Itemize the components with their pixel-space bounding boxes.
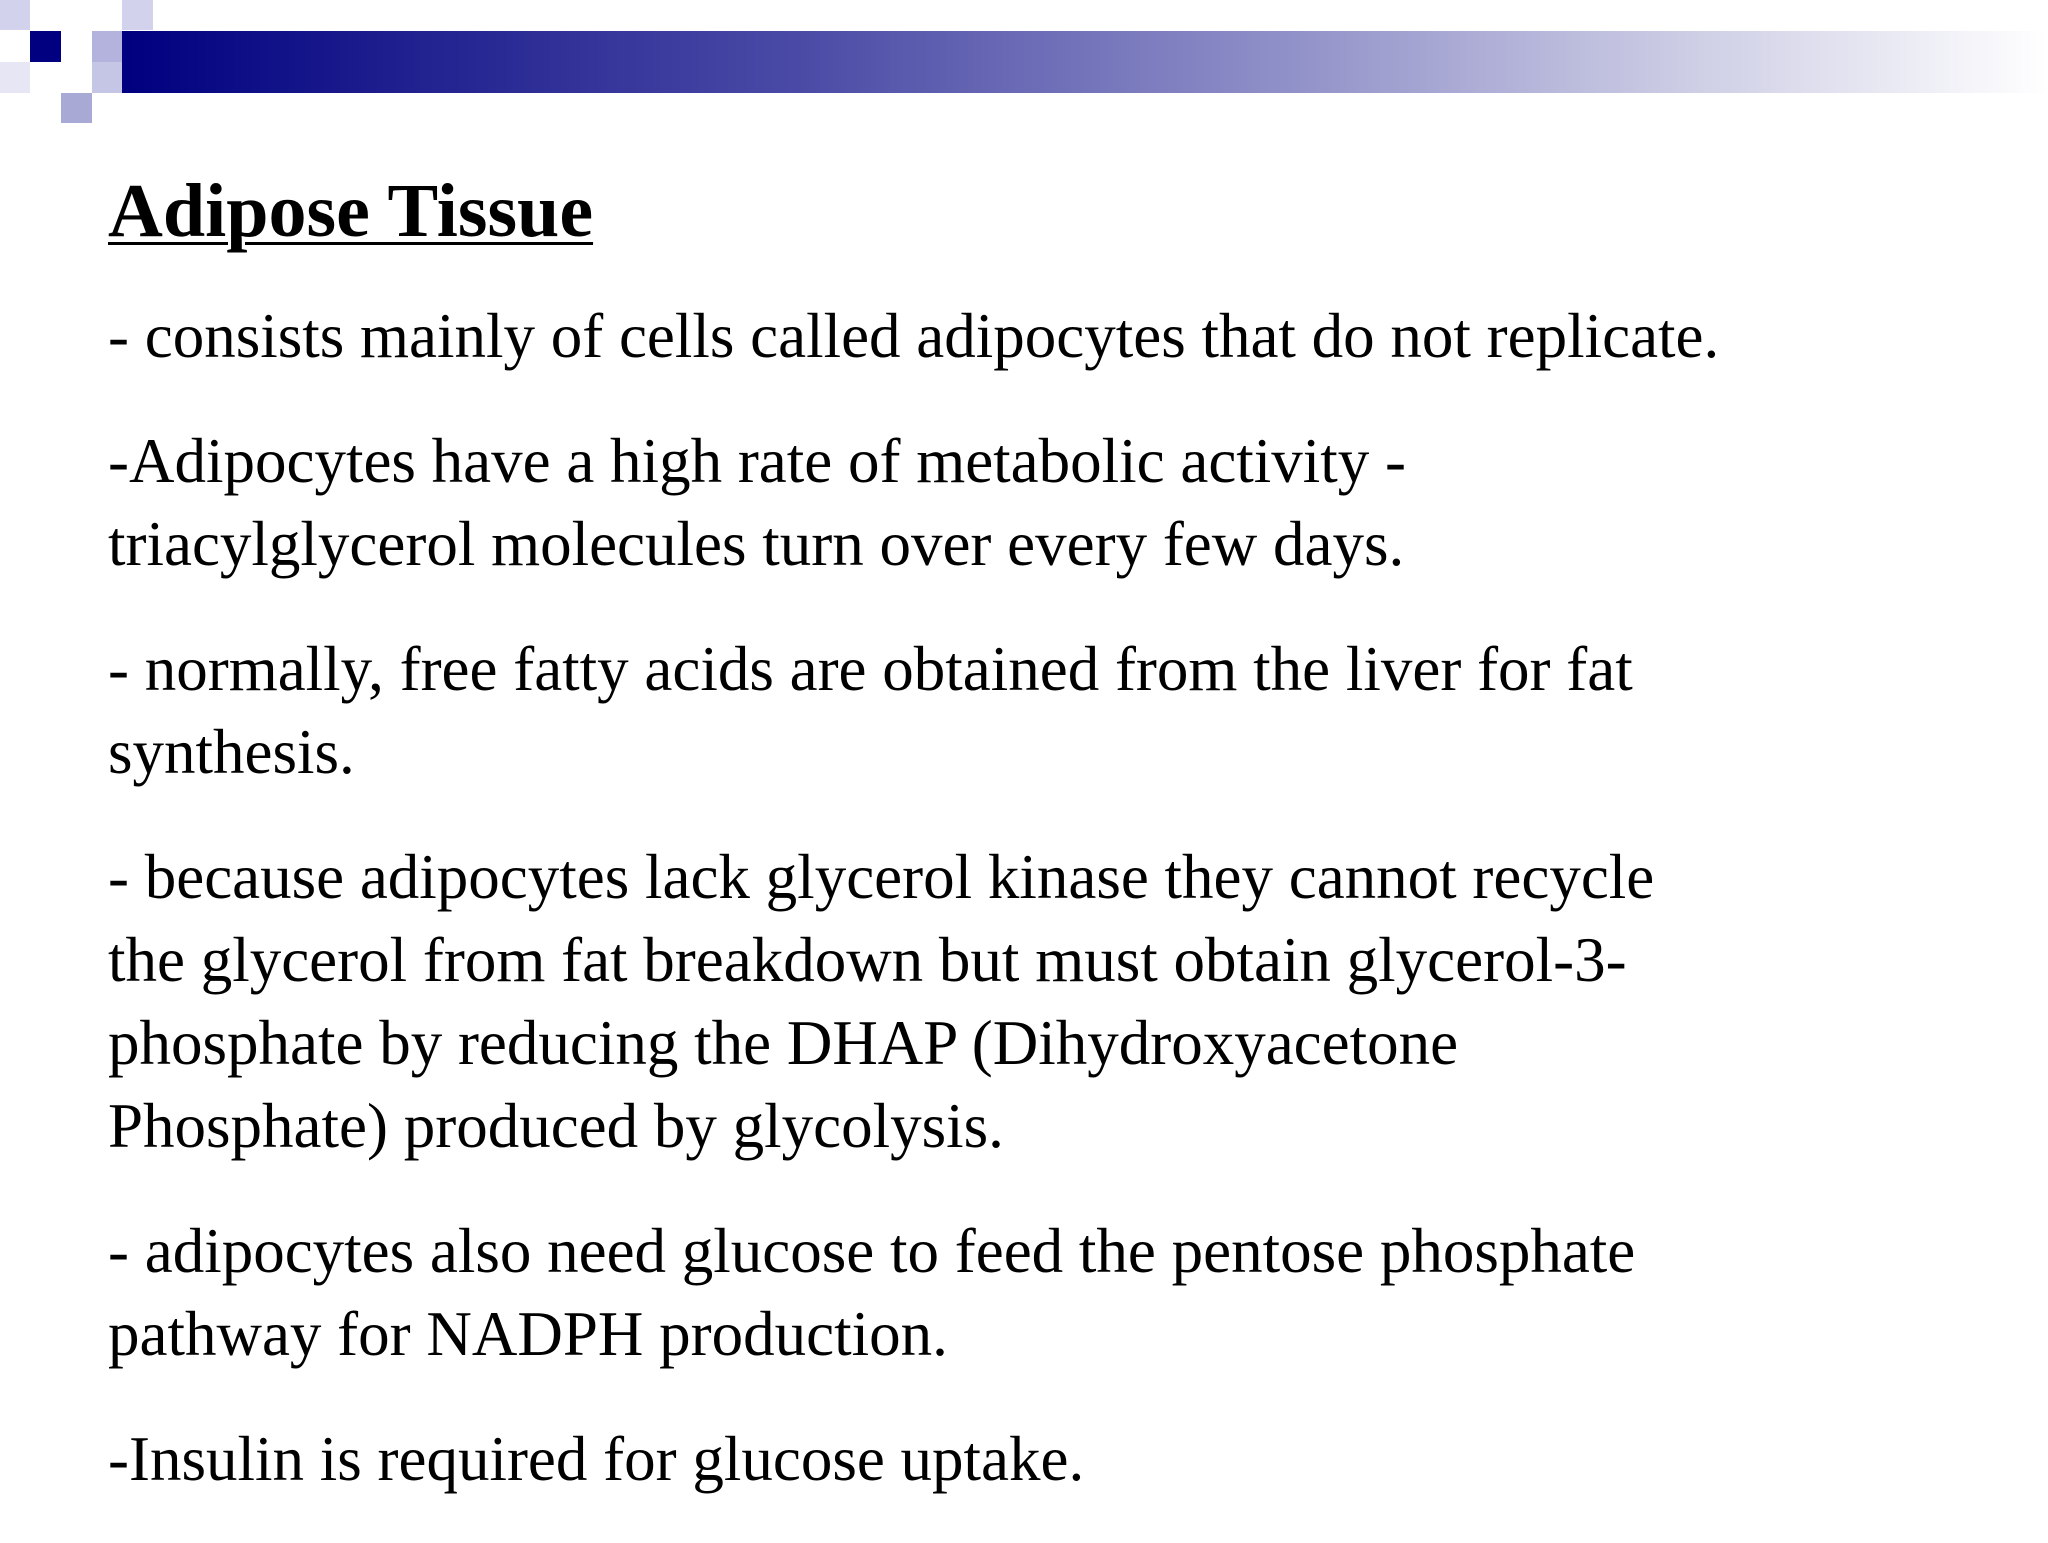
- bullet-paragraph: -Insulin is required for glucose uptake.: [108, 1424, 1085, 1495]
- bullet-paragraph: - normally, free fatty acids are obtained from the liver for fat synthesis.: [108, 634, 1633, 788]
- bullet-paragraph: - because adipocytes lack glycerol kinase they cannot recycle the glycerol from fat breakdown but must obtain glycerol-3- phosphate by reducing the DHAP (Dihydroxyacetone Phosphate) produced by glycolysis.: [108, 842, 1655, 1162]
- decor-square: [92, 62, 122, 93]
- decor-square-dark: [30, 31, 61, 62]
- header-gradient-band: [122, 31, 2048, 93]
- decor-square: [61, 93, 92, 123]
- decor-square: [0, 0, 30, 30]
- bullet-paragraph: -Adipocytes have a high rate of metabolic activity - triacylglycerol molecules turn over every few days.: [108, 426, 1407, 580]
- decor-square: [122, 0, 153, 30]
- decor-square: [0, 62, 30, 93]
- bullet-paragraph: - adipocytes also need glucose to feed the pentose phosphate pathway for NADPH production.: [108, 1216, 1636, 1370]
- decor-square: [92, 31, 122, 62]
- slide-content: [108, 168, 1948, 1543]
- bullet-paragraph: - consists mainly of cells called adipocytes that do not replicate.: [108, 301, 1720, 372]
- slide-title: Adipose Tissue: [108, 169, 594, 253]
